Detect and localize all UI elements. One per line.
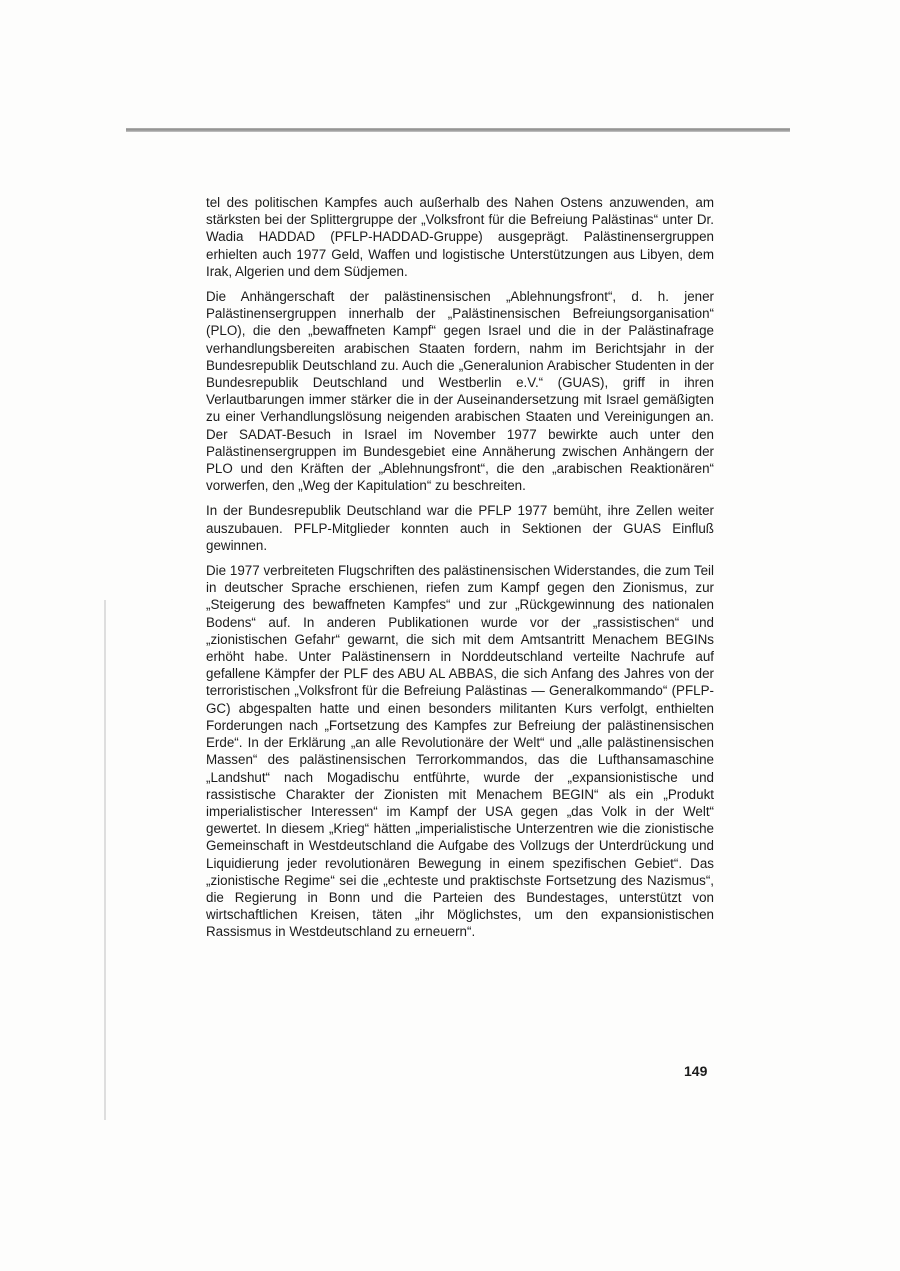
paragraph: tel des politischen Kampfes auch außerhalb des Nahen Ostens anzuwenden, am stärksten bei der Splittergruppe der „Volksfront für die Befreiung Palästinas“ unter Dr. Wadia HADDAD (PFLP-HADDAD-Gruppe) ausgeprägt. Palästinensergruppen erhielten auch 1977 Geld, Waffen und logistische Unterstützungen aus Libyen, dem Irak, Algerien und dem Südjemen.: [206, 195, 714, 279]
paragraph: Die Anhängerschaft der palästinensischen „Ablehnungsfront“, d. h. jener Palästinensergruppen innerhalb der „Palästinensischen Befreiungsorganisation“ (PLO), die den „bewaffneten Kampf“ gegen Israel und die in der Palästinafrage verhandlungsbereiten arabischen Staaten fordern, nahm im Berichtsjahr in der Bundesrepublik Deutschland zu. Auch die „Generalunion Arabischer Studenten in der Bundesrepublik Deutschland und Westberlin e.V.“ (GUAS), griff in ihren Verlautbarungen immer stärker die in der Auseinandersetzung mit Israel gemäßigten zu einer Verhandlungslösung neigenden arabischen Staaten und Vereinigungen an. Der SADAT-Besuch in Israel im November 1977 bewirkte auch unter den Palästinensergruppen im Bundesgebiet eine Annäherung zwischen Anhängern der PLO und den Kräften der „Ablehnungsfront“, die den „arabischen Reaktionären“ vorwerfen, den „Weg der Kapitulation“ zu beschreiten.: [206, 289, 714, 494]
paragraph: In der Bundesrepublik Deutschland war die PFLP 1977 bemüht, ihre Zellen weiter auszubauen. PFLP-Mitglieder konnten auch in Sektionen der GUAS Einfluß gewinnen.: [206, 503, 714, 553]
top-rule: [126, 128, 790, 132]
body-text: [206, 194, 714, 949]
page-edge-shadow: [104, 600, 106, 1120]
paragraph: Die 1977 verbreiteten Flugschriften des palästinensischen Widerstandes, die zum Teil in deutscher Sprache erschienen, riefen zum Kampf gegen den Zionismus, zur „Steigerung des bewaffneten Kampfes“ und zur „Rückgewinnung des nationalen Bodens“ auf. In anderen Publikationen wurde vor der „rassistischen“ und „zionistischen Gefahr“ gewarnt, die sich mit dem Amtsantritt Menachem BEGINs erhöht habe. Unter Palästinensern in Norddeutschland verteilte Nachrufe auf gefallene Kämpfer der PLF des ABU AL ABBAS, die sich Anfang des Jahres von der terroristischen „Volksfront für die Befreiung Palästinas — Generalkommando“ (PFLP-GC) abgespalten hatte und einen besonders militanten Kurs verfolgt, enthielten Forderungen nach „Fortsetzung des Kampfes zur Befreiung der palästinensischen Erde“. In der Erklärung „an alle Revolutionäre der Welt“ und „alle palästinensischen Massen“ des palästinensischen Terrorkommandos, das die Lufthansamaschine „Landshut“ nach Mogadischu entführte, wurde der „expansionistische und rassistische Charakter der Zionisten mit Menachem BEGIN“ als ein „Produkt imperialistischer Interessen“ im Kampf der USA gegen „das Volk in der Welt“ gewertet. In diesem „Krieg“ hätten „imperialistische Unterzentren wie die zionistische Gemeinschaft in Westdeutschland die Aufgabe des Vollzugs der Unterdrückung und Liquidierung jeder revolutionären Bewegung in einem spezifischen Gebiet“. Das „zionistische Regime“ sei die „echteste und praktischste Fortsetzung des Nazismus“, die Regierung in Bonn und die Parteien des Bundestages, unterstützt von wirtschaftlichen Kreisen, täten „ihr Möglichstes, um den expansionistischen Rassismus in Westdeutschland zu erneuern“.: [206, 563, 714, 940]
page-number: 149: [684, 1063, 708, 1079]
